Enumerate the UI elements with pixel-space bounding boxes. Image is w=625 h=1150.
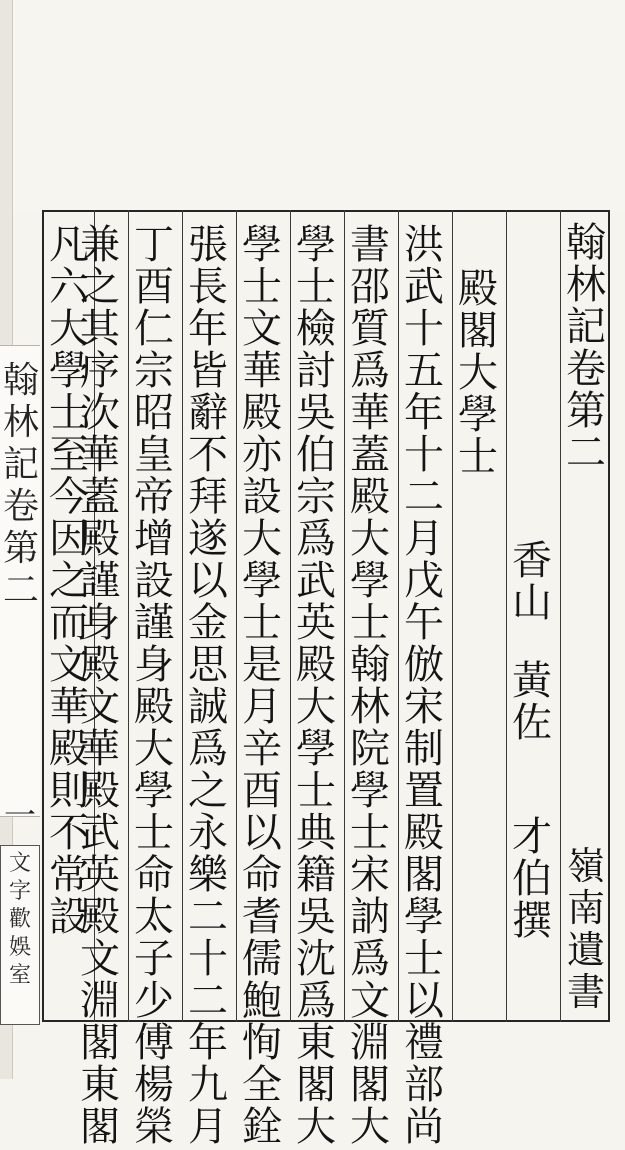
author-style-name: 才 伯 撰 bbox=[512, 814, 552, 944]
column-rule bbox=[236, 210, 237, 1022]
spine-title: 翰 林 記 卷 第 二 bbox=[2, 360, 39, 611]
upper-margin bbox=[0, 0, 625, 210]
series-name: 嶺 南 遺 書 bbox=[566, 844, 605, 1014]
studio-name: 文 字 歡 娛 室 bbox=[0, 845, 40, 1025]
column-rule bbox=[452, 210, 453, 1022]
body-column-3: 學 士 檢 討 吳 伯 宗 爲 武 英 殿 大 學 士 典 籍 吳 沈 爲 東 閣 大 bbox=[296, 222, 336, 1150]
column-rule bbox=[398, 210, 399, 1022]
author-name: 黃 佐 bbox=[512, 658, 552, 746]
spine-page-number: 一 bbox=[4, 796, 37, 834]
body-column-7: 兼 之 其 序 次 華 蓋 殿 謹 身 殿 文 華 殿 武 英 殿 文 淵 閣 東 閣 bbox=[80, 222, 120, 1150]
column-rule bbox=[128, 210, 129, 1022]
title-column: 翰 林 記 卷 第 二 bbox=[566, 220, 606, 476]
body-column-6: 丁 酉 仁 宗 昭 皇 帝 增 設 謹 身 殿 大 學 士 命 太 子 少 傅 楊 榮 bbox=[134, 222, 174, 1150]
column-rule bbox=[560, 210, 561, 1022]
body-column-8: 凡 六 大 學 士 至 今 因 之 而 文 華 殿 則 不 常 設 bbox=[49, 222, 89, 940]
body-column-5: 張 長 年 皆 辭 不 拜 遂 以 金 思 誠 爲 之 永 樂 二 十 二 年 九 月 bbox=[188, 222, 228, 1150]
body-column-1: 洪 武 十 五 年 十 二 月 戊 午 倣 宋 制 置 殿 閣 學 士 以 禮 部 尚 bbox=[404, 222, 444, 1150]
column-rule bbox=[344, 210, 345, 1022]
body-column-2: 書 邵 質 爲 華 蓋 殿 大 學 士 翰 林 院 學 士 宋 訥 爲 文 淵 閣 大 bbox=[350, 222, 390, 1150]
body-column-4: 學 士 文 華 殿 亦 設 大 學 士 是 月 辛 酉 以 命 耆 儒 鮑 恂 全 銓 bbox=[242, 222, 282, 1150]
author-native-place: 香 山 bbox=[512, 538, 552, 626]
column-rule bbox=[182, 210, 183, 1022]
column-rule bbox=[506, 210, 507, 1022]
column-rule bbox=[290, 210, 291, 1022]
section-heading: 殿 閣 大 學 士 bbox=[458, 266, 498, 480]
